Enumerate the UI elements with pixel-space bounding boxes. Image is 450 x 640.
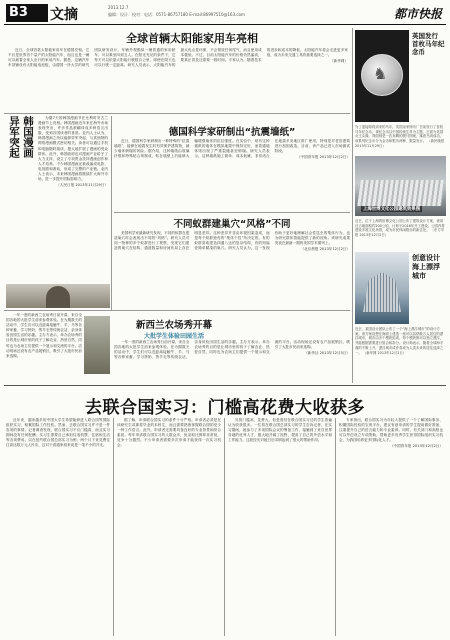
article-un-paragraph: 尽管门槛高、花费大，但是曾经在联合国实习过的学生普遍认为收获很多。一位曾在联合国总部实习的学生告诉记者，在实习期间，她参与了多项国际会议的筹备工作，接触到了来自世界各地的优秀人才，极大地开阔了视野，提高了自己的外语水平和工作能力。这段经历对她日后求职起到了很大的帮助作用。 (228, 418, 332, 443)
article-un-paragraph: 专家指出，联合国实习为年轻人提供了一个了解国际事务、积累国际经验的宝贵平台。建议有意申请的学生提前做好准备，注重提升自己的语言能力和专业素养。同时，有关部门和高校也可以考虑设立专项资助，帮助更多优秀学生获得国际组织实习机会，为我国培养更多国际化人才。 (339, 418, 443, 443)
article-ants-text: 美国科学家最新研究发现，不同的蚁群在建造巢穴时会表现出不同的“风格”。研究人员对同一物种的多个蚁群进行了观察，发现它们建造的巢穴在结构、通道数量和房间布局上存在明显差异。这种差异并非由环境因素造成，而是每个蚁群独有的“集体个性”所决定的。有的蚁群喜欢建造四通八达的复杂结构，有的则偏爱简单紧凑的巢穴。研究人员认为，这一发现有助于更好地理解社会性昆虫的集体行为，也为研究群体智能提供了新的视角。该研究成果发表在最新一期的美国学术期刊上。 (114, 231, 350, 251)
article-design-source: （新华网 2013年12月2日） (362, 350, 407, 355)
article-ants-title: 不同蚁群建巢穴“风格”不同 (173, 219, 291, 230)
article-un-paragraph: 近年来，越来越多的中国大学生希望能够进入联合国等国际组织实习，积累国际工作经验。然而，去联合国实习并不是一件容易的事情。记者调查发现，联合国实习不仅门槛高，而且实习期间没有任何报酬，实习生需要自己承担往返机票、住宿和生活等各项费用。以在纽约联合国总部实习为例，两个月下来花费往往高达数万元人民币，这对于普通家庭来说是一笔不小的开支。 (6, 418, 110, 448)
article-nz-source: （新华社 2013年12月5日） (304, 350, 350, 355)
article-solar-title: 全球首辆太阳能家用车亮相 (126, 32, 258, 45)
nz-photo (84, 316, 110, 374)
article-design-body (355, 327, 446, 381)
article-germany-text: 近日，德国科学家研制出一种特殊的“抗震墙纸”，能够在地震发生时有效保护建筑物，减少墙体倒塌的风险。据介绍，这种墙纸由玻璃纤维和特殊粘合剂制成，贴在墙壁上后能够大幅增强墙体的抗拉强度。在实验中，贴有这种墙纸的墙体在模拟地震中保持完好，而普通墙体则出现了严重裂缝甚至倒塌。研究人员表示，这种墙纸施工简单、成本低廉，非常适合在地震多发地区推广使用，特别是对老旧建筑进行加固改造。目前，该产品已进入市场测试阶段。 (114, 139, 350, 159)
article-un-column (339, 418, 443, 636)
kerr-photo (6, 284, 110, 308)
divider (114, 212, 350, 213)
divider (4, 113, 350, 114)
city-photo (355, 252, 409, 324)
museum-photo (355, 156, 446, 216)
coin-caption-source: （新民晚报 2013年11月29日） (355, 139, 445, 148)
article-nz-title: 新西兰农场秀开幕 (135, 320, 212, 331)
museum-caption-source: （东方早报 2013年12月2日） (355, 228, 445, 238)
masthead-rule (4, 24, 446, 25)
kerr-photo-figure (46, 286, 70, 308)
article-kerr-source: （人民日报 2013年11月29日） (56, 182, 108, 187)
article-un-title: 去联合国实习：门槛高花费大收获多 (85, 398, 365, 418)
divider (4, 385, 446, 386)
article-un-source: （中国青年报 2013年12月2日） (389, 444, 443, 449)
coin-caption-text: 为了迎接即将到来的马年，英国皇家铸币厂日前发行了首枚马年纪念币。该纪念币以中国传统生肖为主题，正面为英国女王头像，背面则是一匹奔腾的骏马图案，寓意马到成功。该系列纪念币分为金币和银币两种，限量发行。 (355, 125, 444, 144)
museum-photo-overlay: 上海世博文化公园建筑效果图 (363, 207, 421, 212)
article-un-paragraph: 据了解，申请联合国实习的条件十分严格。申请者必须是在读研究生或即将毕业的本科生，而且需要熟练掌握联合国的至少一种工作语言。此外，申请者还需要具备良好的专业背景和综合素质。每年申请联合国实习的人数众多，但录取比例却非常低，竞争十分激烈。不少申请者需要多次申请才能获得一次实习机会。 (117, 418, 221, 448)
article-ring-title-line2: 首枚马年纪念币 (412, 40, 445, 56)
horse-icon: ♞ (373, 64, 388, 83)
article-design-title-line2: 海上漂浮 (412, 263, 440, 271)
masthead (0, 0, 450, 26)
article-nz-body (114, 340, 350, 380)
article-kerr-title-line1: 韩国漫画 (22, 116, 34, 158)
article-nz-subtitle: 大批学生体验田园生活 (143, 333, 204, 340)
divider (335, 418, 336, 636)
article-kerr-body (38, 116, 108, 280)
divider (4, 310, 350, 311)
article-un-body (6, 418, 444, 636)
divider (111, 116, 112, 310)
article-kerr-title (4, 116, 36, 226)
article-kerr-continuation (6, 313, 82, 377)
museum-caption-text: 近日，位于上海的世博文化公园公布了建筑设计方案，该项目占地面积约200公顷，计划于2016年开工建设。公园内将建设多座文化场馆，成为市民休闲娱乐的新去处。 (355, 219, 445, 233)
divider (113, 418, 114, 636)
article-design-title-line3: 城市 (412, 272, 426, 280)
divider (224, 418, 225, 636)
paper-name: 都市快报 (393, 7, 442, 21)
article-solar-body (8, 48, 348, 110)
coin-caption (355, 125, 446, 153)
page-code: B3 (9, 5, 28, 20)
coin-photo (355, 30, 409, 122)
article-solar-text: 近日，全球首款太阳能家用车在德国亮相。它不仅是世界首个量产的太阳能汽车，而且也是一辆可以载着全家人出行的家用汽车。据悉，这辆汽车车顶铺设有太阳能电池板，由德国一所大学的研究团队研发设计。车辆外观酷似一辆普通的家用轿车，可以乘坐四到五人。在阳光充足的条件下，它每天可以依靠太阳能行驶数百公里，即使在阴天也可以行驶一定距离。研究人员表示，太阳能汽车的最大优点是环保，不会排放任何尾气，而且使用成本极低。不过，目前太阳能汽车的价格仍然偏高，要真正普及还需要一段时间。专家认为，随着技术的进步和成本的降低，太阳能汽车将会走进更多家庭，成为未来交通工具的重要选择之一。 (8, 48, 348, 68)
article-design-title (412, 254, 448, 281)
museum-building (357, 180, 445, 206)
article-kerr-text: 为期7天的韩国漫画节在比利时安古兰漫画节上亮相。韩国漫画近年来在海外市场表现突出，许多作品被翻译成多种语言出版，受到各国读者的喜爱。业内人士认为，韩国漫画之所以能够异军突起，与其独特的网络漫画模式密切相关。读者可以通过手机和电脑随时阅读，极大地扩展了漫画的受众群体。此外，韩国政府也对漫画产业给予了大力支持，设立了专项资金扶持漫画创作和人才培养。不少韩国漫画还被改编成电影、电视剧和游戏，形成了完整的产业链。业内人士表示，未来韩国漫画将继续扩大海外市场，进一步提升国际影响力。 (38, 116, 108, 182)
museum-caption (355, 219, 446, 249)
article-design-text: 近日，某国设计团队公布了一个“海上漂浮城市”的设计方案。该方案设想在海面上建造一座可以容纳数万人居住的漂浮城市，城市由多个模块组成，每个模块都可以独立漂浮，并能根据需要进行组合和拆分。设计师表示，随着全球海平面的不断上升，漂浮城市或许将成为人类未来的居住选择之一。 (355, 327, 444, 355)
article-ring-title-line1: 英国发行 (412, 32, 438, 40)
article-germany-body (114, 139, 350, 209)
article-ring-title (412, 32, 448, 56)
article-solar-source: （新华网） (330, 58, 348, 63)
section-name: 文摘 (50, 7, 78, 23)
city-building (363, 272, 401, 312)
article-un-column (6, 418, 110, 636)
article-germany-source: （中国青年报 2013年12月2日） (296, 154, 350, 159)
divider (352, 28, 353, 383)
editor-info: 编辑：设计：校对：电话：0571-86757180 E-mail:86997510@163.com (108, 12, 245, 17)
article-ants-source: （北京晨报 2013年12月2日） (300, 246, 350, 251)
issue-date: 2013.12.7 (108, 5, 129, 10)
article-un-column (117, 418, 221, 636)
article-design-title-line1: 创意设计 (412, 254, 440, 262)
article-germany-title: 德国科学家研制出“抗震墙纸” (168, 127, 296, 138)
article-nz-text: 一年一度的新西兰农场秀日前开幕，来自全国各地的大批学生前来参观体验。在为期数天的活动中，学生们可以近距离接触牛、羊、马等各种家畜，学习挤奶、剪羊毛等传统农活，亲身体验田园生活的乐趣。主办方表示，举办农场秀的目的是让城市里的孩子了解农业、热爱自然，同时也为农场主们提供一个展示和交流的平台。活动现场还设有农产品展销区，吸引了大批市民前来选购。 (114, 340, 350, 360)
article-ants-body (114, 231, 350, 307)
article-un-column (228, 418, 332, 636)
article-kerr-title-line2: 异军突起 (8, 116, 20, 158)
article-nz-text-left: 一年一度的新西兰农场秀日前开幕，来自全国各地的大批学生前来参观体验。在为期数天的活动中，学生们可以近距离接触牛、羊、马等各种家畜，学习挤奶、剪羊毛等传统农活，亲身体验田园生活的乐趣。主办方表示，举办农场秀的目的是让城市里的孩子了解农业、热爱自然，同时也为农场主们提供一个展示和交流的平台。活动现场还设有农产品展销区，吸引了大批市民前来选购。 (6, 313, 82, 358)
